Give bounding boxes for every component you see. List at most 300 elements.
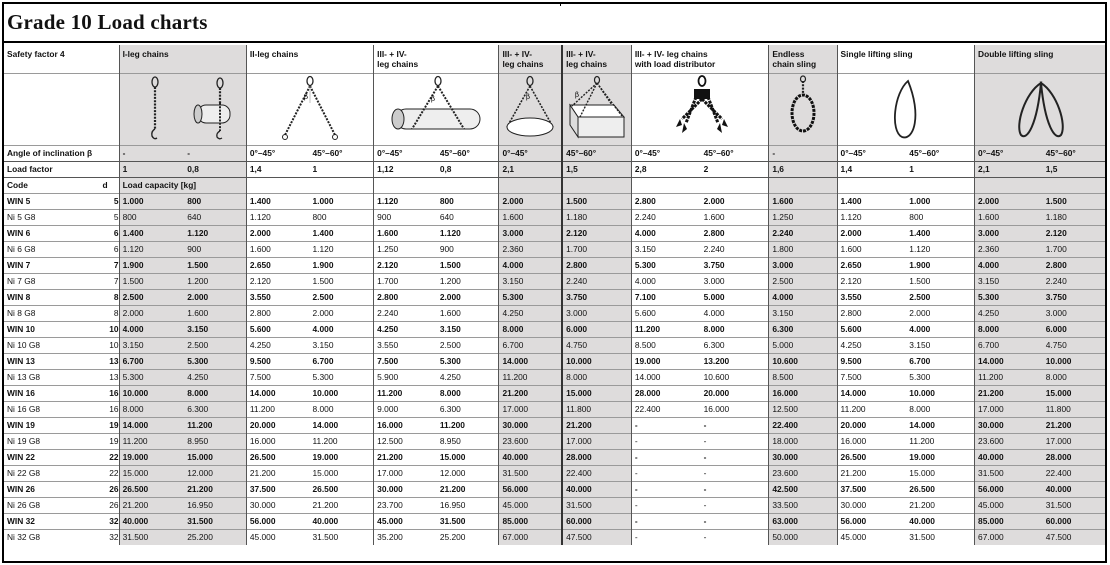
d-label: d <box>92 177 119 193</box>
capacity-cell-5: 800 <box>437 193 499 209</box>
row-diameter: 6 <box>92 241 119 257</box>
row-code: WIN 16 <box>4 385 92 401</box>
capacity-cell-5: 1.200 <box>437 273 499 289</box>
capacity-cell-2: 9.500 <box>246 353 309 369</box>
table-row <box>4 481 1105 497</box>
capacity-cell-1: 900 <box>184 241 246 257</box>
capacity-cell-7: 6.000 <box>562 321 631 337</box>
load-factor-value-4: 1,12 <box>374 161 437 177</box>
capacity-cell-6: 3.150 <box>499 273 562 289</box>
angle-value-11: 0°–45° <box>837 145 906 161</box>
capacity-cell-6: 2.360 <box>499 241 562 257</box>
capacity-cell-6: 45.000 <box>499 497 562 513</box>
table-row <box>4 465 1105 481</box>
capacity-cell-10: 18.000 <box>769 433 837 449</box>
capacity-cell-4: 1.250 <box>374 241 437 257</box>
capacity-cell-14: 4.750 <box>1043 337 1105 353</box>
capacity-cell-14: 60.000 <box>1043 513 1105 529</box>
capacity-cell-7: 11.800 <box>562 401 631 417</box>
capacity-cell-0: 5.300 <box>119 369 184 385</box>
capacity-cell-10: 42.500 <box>769 481 837 497</box>
angle-value-0: - <box>119 145 184 161</box>
capacity-cell-4: 2.240 <box>374 305 437 321</box>
capacity-cell-0: 3.150 <box>119 337 184 353</box>
capacity-cell-3: 1.400 <box>310 225 374 241</box>
capacity-cell-11: 7.500 <box>837 369 906 385</box>
top-tick <box>560 2 561 6</box>
capacity-cell-12: 2.000 <box>906 305 974 321</box>
svg-text:β: β <box>526 93 531 101</box>
capacity-cell-2: 26.500 <box>246 449 309 465</box>
capacity-cell-1: 1.120 <box>184 225 246 241</box>
row-code: WIN 26 <box>4 481 92 497</box>
capacity-cell-10: 2.500 <box>769 273 837 289</box>
angle-value-1: - <box>184 145 246 161</box>
row-code: WIN 7 <box>4 257 92 273</box>
capacity-cell-7: 2.120 <box>562 225 631 241</box>
table-row <box>4 433 1105 449</box>
load-factor-value-14: 1,5 <box>1043 161 1105 177</box>
capacity-cell-8: 7.100 <box>631 289 700 305</box>
capacity-cell-11: 9.500 <box>837 353 906 369</box>
capacity-cell-8: - <box>631 481 700 497</box>
capacity-cell-14: 3.750 <box>1043 289 1105 305</box>
load-factor-value-7: 1,5 <box>562 161 631 177</box>
load-factor-value-3: 1 <box>310 161 374 177</box>
capacity-cell-2: 16.000 <box>246 433 309 449</box>
capacity-cell-6: 14.000 <box>499 353 562 369</box>
capacity-cell-1: 1.500 <box>184 257 246 273</box>
capacity-cell-13: 45.000 <box>975 497 1043 513</box>
capacity-cell-4: 1.700 <box>374 273 437 289</box>
load-factor-value-9: 2 <box>701 161 769 177</box>
header-iii-iv-b-line1: III- + IV- <box>502 49 532 59</box>
capacity-cell-7: 4.750 <box>562 337 631 353</box>
angle-value-4: 0°–45° <box>374 145 437 161</box>
capacity-cell-3: 11.200 <box>310 433 374 449</box>
load-factor-value-5: 0,8 <box>437 161 499 177</box>
capacity-cell-5: 11.200 <box>437 417 499 433</box>
capacity-cell-6: 17.000 <box>499 401 562 417</box>
load-factor-value-1: 0,8 <box>184 161 246 177</box>
load-factor-value-11: 1,4 <box>837 161 906 177</box>
table-row <box>4 449 1105 465</box>
capacity-cell-13: 56.000 <box>975 481 1043 497</box>
capacity-cell-1: 1.200 <box>184 273 246 289</box>
capacity-cell-1: 8.950 <box>184 433 246 449</box>
row-code: WIN 13 <box>4 353 92 369</box>
capacity-cell-0: 19.000 <box>119 449 184 465</box>
table-row <box>4 337 1105 353</box>
load-chart-frame <box>2 2 1107 563</box>
load-factor-value-2: 1,4 <box>246 161 309 177</box>
table-row <box>4 401 1105 417</box>
row-diameter: 8 <box>92 305 119 321</box>
capacity-cell-14: 3.000 <box>1043 305 1105 321</box>
capacity-cell-9: 3.000 <box>701 273 769 289</box>
header-iii-iv-b-line2: leg chains <box>502 58 544 69</box>
capacity-cell-11: 3.550 <box>837 289 906 305</box>
code-header-row <box>4 177 1105 193</box>
capacity-cell-14: 6.000 <box>1043 321 1105 337</box>
header-iii-iv-a <box>374 45 499 73</box>
capacity-cell-8: 2.240 <box>631 209 700 225</box>
capacity-cell-8: 22.400 <box>631 401 700 417</box>
capacity-cell-3: 26.500 <box>310 481 374 497</box>
capacity-cell-3: 3.150 <box>310 337 374 353</box>
four-leg-box-icon <box>566 75 628 143</box>
capacity-cell-10: 33.500 <box>769 497 837 513</box>
table-row <box>4 305 1105 321</box>
header-iii-iv-a-line1: III- + IV- <box>377 49 407 59</box>
capacity-cell-3: 1.500 <box>310 273 374 289</box>
capacity-cell-11: 14.000 <box>837 385 906 401</box>
capacity-cell-13: 6.700 <box>975 337 1043 353</box>
capacity-cell-6: 21.200 <box>499 385 562 401</box>
capacity-cell-5: 5.300 <box>437 353 499 369</box>
capacity-cell-5: 2.500 <box>437 337 499 353</box>
capacity-cell-14: 17.000 <box>1043 433 1105 449</box>
table-row <box>4 193 1105 209</box>
capacity-cell-1: 8.000 <box>184 385 246 401</box>
row-code: WIN 22 <box>4 449 92 465</box>
capacity-cell-9: - <box>701 529 769 545</box>
capacity-cell-0: 800 <box>119 209 184 225</box>
capacity-cell-0: 40.000 <box>119 513 184 529</box>
capacity-cell-4: 3.550 <box>374 337 437 353</box>
capacity-cell-3: 21.200 <box>310 497 374 513</box>
row-diameter: 6 <box>92 225 119 241</box>
capacity-cell-10: 23.600 <box>769 465 837 481</box>
capacity-cell-3: 1.000 <box>310 193 374 209</box>
table-row <box>4 353 1105 369</box>
capacity-cell-4: 1.120 <box>374 193 437 209</box>
capacity-cell-6: 2.000 <box>499 193 562 209</box>
capacity-cell-6: 5.300 <box>499 289 562 305</box>
capacity-cell-12: 26.500 <box>906 481 974 497</box>
single-sling-icon <box>846 75 966 143</box>
capacity-cell-8: 5.600 <box>631 305 700 321</box>
row-diameter: 10 <box>92 321 119 337</box>
capacity-cell-3: 1.120 <box>310 241 374 257</box>
table-row <box>4 385 1105 401</box>
capacity-cell-9: - <box>701 497 769 513</box>
capacity-cell-0: 10.000 <box>119 385 184 401</box>
capacity-cell-10: 5.000 <box>769 337 837 353</box>
row-diameter: 13 <box>92 353 119 369</box>
capacity-cell-3: 31.500 <box>310 529 374 545</box>
capacity-cell-2: 2.000 <box>246 225 309 241</box>
capacity-cell-10: 1.800 <box>769 241 837 257</box>
capacity-cell-2: 1.400 <box>246 193 309 209</box>
capacity-cell-1: 31.500 <box>184 513 246 529</box>
header-iii-iv-c <box>562 45 631 73</box>
row-code: WIN 5 <box>4 193 92 209</box>
capacity-cell-9: 16.000 <box>701 401 769 417</box>
capacity-cell-6: 85.000 <box>499 513 562 529</box>
capacity-cell-4: 900 <box>374 209 437 225</box>
capacity-cell-9: 2.800 <box>701 225 769 241</box>
table-row <box>4 417 1105 433</box>
capacity-cell-3: 2.500 <box>310 289 374 305</box>
capacity-cell-7: 1.180 <box>562 209 631 225</box>
capacity-cell-11: 1.120 <box>837 209 906 225</box>
capacity-cell-14: 28.000 <box>1043 449 1105 465</box>
capacity-cell-12: 14.000 <box>906 417 974 433</box>
header-distributor <box>631 45 768 73</box>
capacity-cell-13: 2.360 <box>975 241 1043 257</box>
capacity-cell-7: 1.700 <box>562 241 631 257</box>
row-diameter: 19 <box>92 417 119 433</box>
capacity-cell-8: 8.500 <box>631 337 700 353</box>
capacity-cell-14: 1.700 <box>1043 241 1105 257</box>
angle-value-14: 45°–60° <box>1043 145 1105 161</box>
row-code: Ni 16 G8 <box>4 401 92 417</box>
capacity-cell-2: 11.200 <box>246 401 309 417</box>
load-factor-value-12: 1 <box>906 161 974 177</box>
capacity-cell-11: 2.000 <box>837 225 906 241</box>
capacity-cell-5: 16.950 <box>437 497 499 513</box>
row-diameter: 16 <box>92 401 119 417</box>
row-code: WIN 6 <box>4 225 92 241</box>
capacity-cell-1: 6.300 <box>184 401 246 417</box>
load-factor-value-0: 1 <box>119 161 184 177</box>
capacity-cell-11: 1.600 <box>837 241 906 257</box>
capacity-cell-2: 20.000 <box>246 417 309 433</box>
header-distributor-line2: with load distributor <box>634 58 716 69</box>
row-diameter: 5 <box>92 193 119 209</box>
capacity-cell-4: 4.250 <box>374 321 437 337</box>
capacity-cell-3: 19.000 <box>310 449 374 465</box>
capacity-cell-9: 3.750 <box>701 257 769 273</box>
capacity-cell-4: 1.600 <box>374 225 437 241</box>
capacity-cell-14: 2.120 <box>1043 225 1105 241</box>
svg-text:β: β <box>431 95 436 103</box>
capacity-cell-12: 40.000 <box>906 513 974 529</box>
row-diameter: 5 <box>92 209 119 225</box>
capacity-cell-2: 14.000 <box>246 385 309 401</box>
header-i-leg: I-leg chains <box>119 45 246 73</box>
capacity-cell-13: 31.500 <box>975 465 1043 481</box>
capacity-cell-4: 2.800 <box>374 289 437 305</box>
capacity-cell-0: 6.700 <box>119 353 184 369</box>
capacity-cell-14: 1.180 <box>1043 209 1105 225</box>
row-diameter: 26 <box>92 481 119 497</box>
capacity-cell-6: 11.200 <box>499 369 562 385</box>
capacity-cell-4: 5.900 <box>374 369 437 385</box>
capacity-cell-1: 640 <box>184 209 246 225</box>
load-factor-value-13: 2,1 <box>975 161 1043 177</box>
row-diameter: 32 <box>92 529 119 545</box>
table-row <box>4 369 1105 385</box>
capacity-cell-11: 1.400 <box>837 193 906 209</box>
capacity-cell-1: 4.250 <box>184 369 246 385</box>
angle-value-13: 0°–45° <box>975 145 1043 161</box>
capacity-cell-4: 17.000 <box>374 465 437 481</box>
angle-value-12: 45°–60° <box>906 145 974 161</box>
capacity-cell-14: 11.800 <box>1043 401 1105 417</box>
capacity-cell-13: 30.000 <box>975 417 1043 433</box>
capacity-cell-1: 15.000 <box>184 449 246 465</box>
load-factor-label: Load factor <box>4 161 119 177</box>
capacity-cell-12: 2.500 <box>906 289 974 305</box>
capacity-cell-10: 8.500 <box>769 369 837 385</box>
capacity-cell-7: 10.000 <box>562 353 631 369</box>
capacity-cell-14: 47.500 <box>1043 529 1105 545</box>
table-row <box>4 209 1105 225</box>
capacity-cell-0: 4.000 <box>119 321 184 337</box>
capacity-cell-14: 40.000 <box>1043 481 1105 497</box>
capacity-cell-0: 26.500 <box>119 481 184 497</box>
capacity-cell-9: 5.000 <box>701 289 769 305</box>
capacity-cell-8: - <box>631 513 700 529</box>
capacity-cell-11: 5.600 <box>837 321 906 337</box>
capacity-cell-6: 56.000 <box>499 481 562 497</box>
double-sling-icon <box>985 75 1095 143</box>
capacity-cell-2: 45.000 <box>246 529 309 545</box>
capacity-cell-10: 10.600 <box>769 353 837 369</box>
capacity-cell-0: 1.400 <box>119 225 184 241</box>
capacity-cell-11: 30.000 <box>837 497 906 513</box>
capacity-cell-4: 12.500 <box>374 433 437 449</box>
capacity-cell-4: 2.120 <box>374 257 437 273</box>
capacity-cell-10: 1.600 <box>769 193 837 209</box>
capacity-cell-0: 21.200 <box>119 497 184 513</box>
header-single-sling: Single lifting sling <box>837 45 974 73</box>
table-row <box>4 273 1105 289</box>
table-row <box>4 289 1105 305</box>
capacity-cell-6: 8.000 <box>499 321 562 337</box>
load-factor-value-10: 1,6 <box>769 161 837 177</box>
capacity-cell-9: 8.000 <box>701 321 769 337</box>
capacity-cell-9: - <box>701 513 769 529</box>
capacity-cell-8: 11.200 <box>631 321 700 337</box>
capacity-cell-12: 31.500 <box>906 529 974 545</box>
capacity-cell-5: 21.200 <box>437 481 499 497</box>
row-diameter: 13 <box>92 369 119 385</box>
capacity-cell-7: 21.200 <box>562 417 631 433</box>
capacity-cell-5: 640 <box>437 209 499 225</box>
header-distributor-line1: III- + IV- leg chains <box>634 49 708 59</box>
table-row <box>4 513 1105 529</box>
safety-factor-label: Safety factor 4 <box>7 49 65 59</box>
capacity-cell-13: 85.000 <box>975 513 1043 529</box>
angle-value-8: 0°–45° <box>631 145 700 161</box>
capacity-cell-0: 2.000 <box>119 305 184 321</box>
capacity-cell-8: - <box>631 529 700 545</box>
capacity-cell-12: 1.500 <box>906 273 974 289</box>
capacity-cell-0: 31.500 <box>119 529 184 545</box>
capacity-cell-13: 3.000 <box>975 225 1043 241</box>
capacity-cell-14: 1.500 <box>1043 193 1105 209</box>
angle-value-2: 0°–45° <box>246 145 309 161</box>
capacity-cell-0: 14.000 <box>119 417 184 433</box>
capacity-cell-2: 2.800 <box>246 305 309 321</box>
capacity-cell-11: 4.250 <box>837 337 906 353</box>
capacity-cell-8: 4.000 <box>631 273 700 289</box>
capacity-cell-8: - <box>631 449 700 465</box>
capacity-cell-9: 6.300 <box>701 337 769 353</box>
capacity-cell-13: 67.000 <box>975 529 1043 545</box>
angle-value-9: 45°–60° <box>701 145 769 161</box>
capacity-cell-13: 21.200 <box>975 385 1043 401</box>
capacity-cell-10: 30.000 <box>769 449 837 465</box>
capacity-cell-1: 21.200 <box>184 481 246 497</box>
capacity-cell-12: 1.120 <box>906 241 974 257</box>
capacity-cell-6: 4.250 <box>499 305 562 321</box>
capacity-cell-11: 11.200 <box>837 401 906 417</box>
angle-row <box>4 145 1105 161</box>
capacity-cell-5: 1.120 <box>437 225 499 241</box>
capacity-cell-1: 1.600 <box>184 305 246 321</box>
row-code: Ni 8 G8 <box>4 305 92 321</box>
table-row <box>4 257 1105 273</box>
capacity-cell-11: 2.800 <box>837 305 906 321</box>
capacity-cell-14: 2.240 <box>1043 273 1105 289</box>
illustration-row <box>4 73 1105 145</box>
capacity-cell-6: 6.700 <box>499 337 562 353</box>
capacity-cell-10: 16.000 <box>769 385 837 401</box>
endless-chain-icon <box>773 75 833 143</box>
capacity-cell-7: 28.000 <box>562 449 631 465</box>
capacity-cell-8: 28.000 <box>631 385 700 401</box>
capacity-cell-5: 6.300 <box>437 401 499 417</box>
capacity-cell-2: 2.120 <box>246 273 309 289</box>
angle-value-10: - <box>769 145 837 161</box>
capacity-cell-9: 13.200 <box>701 353 769 369</box>
capacity-cell-4: 23.700 <box>374 497 437 513</box>
angle-value-5: 45°–60° <box>437 145 499 161</box>
load-factor-value-6: 2,1 <box>499 161 562 177</box>
four-leg-drum-icon <box>501 75 559 143</box>
row-code: Ni 22 G8 <box>4 465 92 481</box>
capacity-cell-10: 3.000 <box>769 257 837 273</box>
capacity-cell-10: 1.250 <box>769 209 837 225</box>
capacity-cell-9: 2.240 <box>701 241 769 257</box>
capacity-cell-13: 40.000 <box>975 449 1043 465</box>
row-diameter: 22 <box>92 465 119 481</box>
load-factor-row <box>4 161 1105 177</box>
capacity-cell-14: 31.500 <box>1043 497 1105 513</box>
capacity-cell-2: 3.550 <box>246 289 309 305</box>
capacity-cell-2: 5.600 <box>246 321 309 337</box>
capacity-cell-5: 900 <box>437 241 499 257</box>
capacity-cell-7: 17.000 <box>562 433 631 449</box>
capacity-label: Load capacity [kg] <box>119 177 246 193</box>
capacity-cell-3: 10.000 <box>310 385 374 401</box>
capacity-cell-3: 2.000 <box>310 305 374 321</box>
capacity-cell-0: 1.000 <box>119 193 184 209</box>
capacity-cell-1: 11.200 <box>184 417 246 433</box>
load-distributor-icon <box>640 75 760 143</box>
capacity-cell-12: 1.900 <box>906 257 974 273</box>
capacity-cell-1: 800 <box>184 193 246 209</box>
capacity-cell-7: 2.800 <box>562 257 631 273</box>
capacity-cell-7: 8.000 <box>562 369 631 385</box>
capacity-cell-10: 12.500 <box>769 401 837 417</box>
table-row <box>4 321 1105 337</box>
capacity-cell-4: 11.200 <box>374 385 437 401</box>
svg-text:β: β <box>574 91 579 99</box>
capacity-cell-8: - <box>631 417 700 433</box>
capacity-cell-11: 2.650 <box>837 257 906 273</box>
capacity-cell-2: 30.000 <box>246 497 309 513</box>
capacity-cell-11: 16.000 <box>837 433 906 449</box>
row-code: WIN 19 <box>4 417 92 433</box>
code-label: Code <box>4 177 92 193</box>
capacity-cell-10: 63.000 <box>769 513 837 529</box>
capacity-cell-3: 14.000 <box>310 417 374 433</box>
